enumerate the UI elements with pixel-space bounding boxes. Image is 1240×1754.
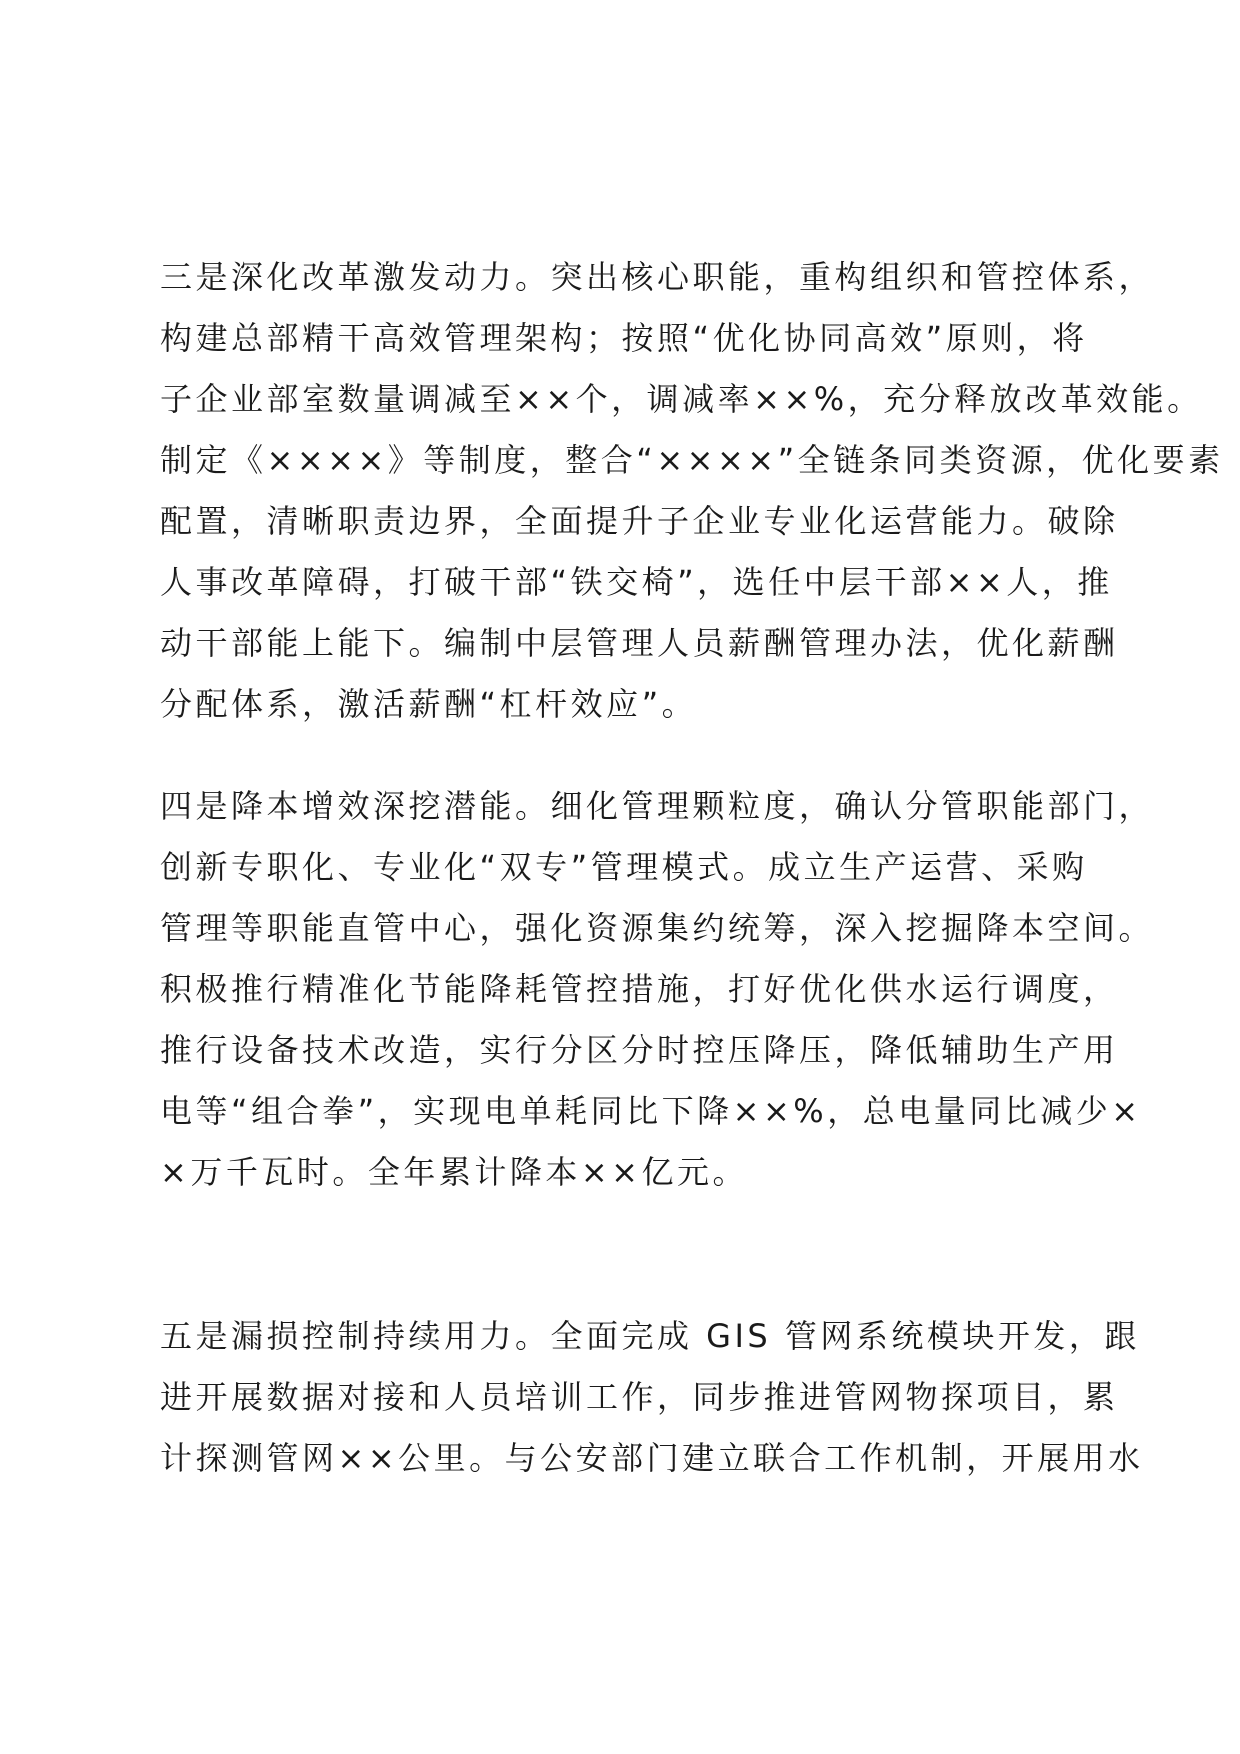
text-line: 人事改革障碍，打破干部“铁交椅”，选任中层干部××人，推 [160, 563, 1113, 601]
text-line: 管理等职能直管中心，强化资源集约统筹，深入挖掘降本空间。 [160, 909, 1155, 947]
text-line: 计探测管网××公里。与公安部门建立联合工作机制，开展用水 [160, 1439, 1144, 1477]
text-line: 推行设备技术改造，实行分区分时控压降压，降低辅助生产用 [160, 1031, 1119, 1069]
text-line: 四是降本增效深挖潜能。细化管理颗粒度，确认分管职能部门， [160, 787, 1155, 825]
text-line: ×万千瓦时。全年累计降本××亿元。 [160, 1153, 748, 1191]
text-line: 积极推行精准化节能降耗管控措施，打好优化供水运行调度， [160, 970, 1119, 1008]
text-line: 进开展数据对接和人员培训工作，同步推进管网物探项目，累 [160, 1378, 1119, 1416]
paragraph-cost-reduction [160, 776, 1155, 1203]
text-line: 制定《××××》等制度，整合“××××”全链条同类资源，优化要素 [160, 441, 1224, 479]
text-line: 五是漏损控制持续用力。全面完成 GIS 管网系统模块开发，跟 [160, 1317, 1140, 1355]
paragraph-reform [160, 247, 1224, 735]
text-line: 动干部能上能下。编制中层管理人员薪酬管理办法，优化薪酬 [160, 624, 1119, 662]
text-line: 分配体系，激活薪酬“杠杆效应”。 [160, 685, 698, 723]
text-line: 构建总部精干高效管理架构；按照“优化协同高效”原则，将 [160, 319, 1088, 357]
text-line: 电等“组合拳”，实现电单耗同比下降××%，总电量同比减少× [160, 1092, 1142, 1130]
text-line: 三是深化改革激发动力。突出核心职能，重构组织和管控体系， [160, 258, 1155, 296]
text-line: 配置，清晰职责边界，全面提升子企业专业化运营能力。破除 [160, 502, 1119, 540]
paragraph-leakage-control [160, 1306, 1144, 1489]
text-line: 创新专职化、专业化“双专”管理模式。成立生产运营、采购 [160, 848, 1088, 886]
text-line: 子企业部室数量调减至××个，调减率××%，充分释放改革效能。 [160, 380, 1203, 418]
